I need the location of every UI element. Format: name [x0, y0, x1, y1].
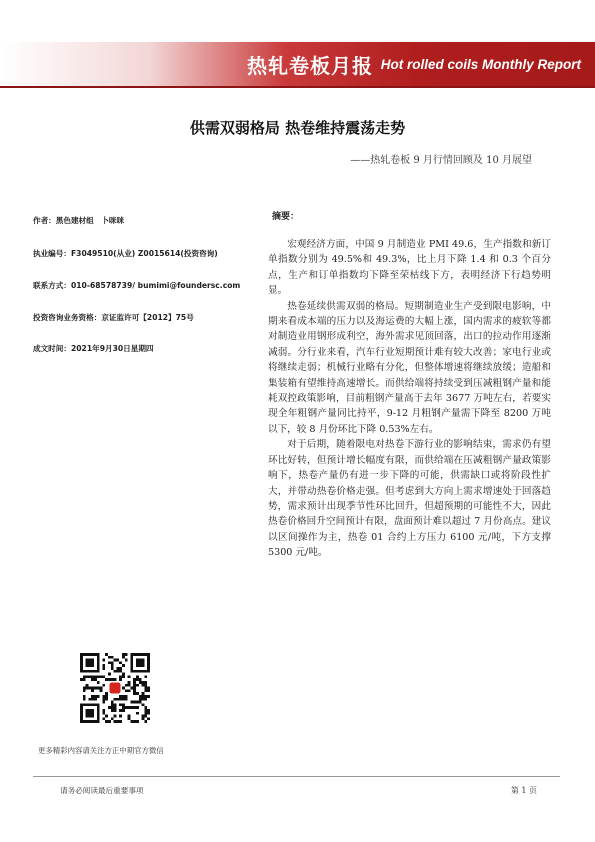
abstract-paragraph: 宏观经济方面，中国 9 月制造业 PMI 49.6，生产指数和新订单指数分别为 49.5%和 49.3%，比上月下降 1.4 和 0.3 个百分点，生产和订单指数均下降至荣枯线下方，表明经济下行趋势明显。	[268, 239, 551, 297]
wechat-qr-code[interactable]	[80, 653, 150, 723]
meta-author: 作者：黑色建材组 卜咪咪	[33, 216, 125, 225]
banner-title-cn: 热轧卷板月报	[247, 54, 373, 78]
abstract-heading: 摘要：	[272, 212, 300, 222]
report-subtitle: ——热轧卷板 9 月行情回顾及 10 月展望	[350, 155, 532, 166]
report-title: 供需双弱格局 热卷维持震荡走势	[189, 119, 406, 137]
footer-disclaimer: 请务必阅读最后重要事项	[60, 786, 144, 795]
abstract-body	[268, 237, 551, 561]
qr-caption: 更多精彩内容请关注方正中期官方微信	[38, 746, 164, 755]
footer-divider	[33, 776, 560, 777]
banner-divider	[0, 86, 595, 88]
abstract-paragraph: 对于后期，随着限电对热卷下游行业的影响结束，需求仍有望环比好转，但预计增长幅度有限，而供给端在压减粗钢产量政策影响下，热卷产量仍有进一步下降的可能，供需缺口或将阶段性扩大，并带动热卷价格走强。但考虑到大方向上需求增速处于回落趋势，需求预计出现季节性环比回升，但超预期的可能性不大，因此热卷价格回升空间预计有限，盘面预计难以超过 7 月份高点。建议以区间操作为主，热卷 01 合约上方压力 6100 元/吨，下方支撑 5300 元/吨。	[268, 439, 551, 559]
brand-logo-icon	[110, 683, 121, 694]
banner-title-en: Hot rolled coils Monthly Report	[380, 57, 581, 72]
abstract-paragraph: 热卷延续供需双弱的格局。短期制造业生产受到限电影响，中期来看成本端的压力以及海运费的大幅上涨，国内需求的疲软等都对制造业用钢形成利空，海外需求见顶回落，出口的拉动作用逐渐减弱。分行业来看，汽车行业短期预计难有较大改善；家电行业或将继续走弱；机械行业略有分化，但整体增速将继续放缓；造船和集装箱有望维持高速增长。而供给端将持续受到压减粗钢产量和能耗双控政策影响，目前粗钢产量高于去年 3677 万吨左右，若要实现全年粗钢产量同比持平，9-12 月粗钢产量需下降至 8200 万吨以下，较 8 月份环比下降 0.53%左右。	[268, 300, 551, 435]
meta-qualification: 投资咨询业务资格：京证监许可【2012】75号	[33, 313, 194, 322]
page-number: 第 1 页	[510, 786, 537, 795]
report-banner	[0, 42, 595, 86]
meta-license: 执业编号：F3049510(从业) Z0015614(投资咨询)	[33, 249, 218, 258]
meta-contact: 联系方式：010-68578739/ bumimi@foundersc.com	[33, 281, 241, 290]
meta-date: 成文时间：2021年9月30日星期四	[33, 344, 154, 353]
